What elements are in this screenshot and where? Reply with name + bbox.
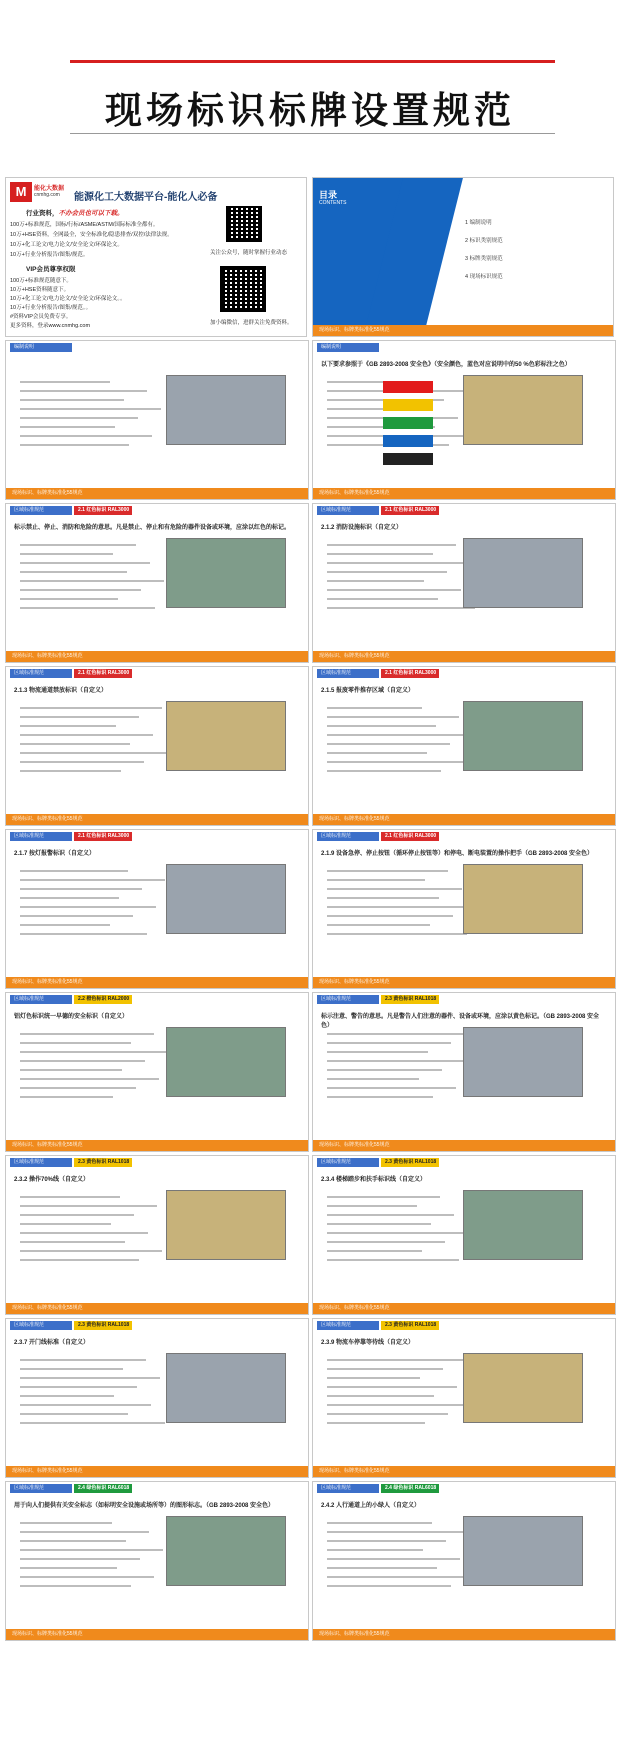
toc-slide: [312, 177, 614, 337]
slide-thumbnail[interactable]: [5, 503, 309, 663]
text-line: [20, 1259, 139, 1261]
text-line: [327, 1576, 474, 1578]
text-line: [327, 1078, 419, 1080]
slide-category-tag: 2.1 红色标识 RAL3000: [74, 669, 132, 678]
toc-subtitle: CONTENTS: [319, 200, 347, 206]
slide-heading: 以下要求参照于《GB 2893-2008 安全色》（安全颜色，蓝色对应说明中的50 %色彩标注之色）: [321, 362, 571, 368]
text-line: [327, 1558, 460, 1560]
promo-section1-title: [26, 208, 124, 217]
text-line: [20, 1087, 136, 1089]
text-line: [327, 1531, 469, 1533]
text-line: [20, 870, 128, 872]
slide-category-tag: 2.1 红色标识 RAL3000: [74, 506, 132, 515]
slide-heading: 2.3.7 开门线标准（自定义）: [14, 1340, 90, 1346]
text-line: [327, 1060, 465, 1062]
text-line: [20, 408, 161, 410]
promo-section2-title: VIP会员尊享权限: [26, 266, 76, 273]
document-header: [0, 0, 620, 175]
text-line: [327, 589, 461, 591]
slide-category-tag: 2.1 红色标识 RAL3000: [74, 832, 132, 841]
toc-item[interactable]: 2 标识类别规范: [465, 238, 503, 244]
qr-note-2: 加小编微信，进群关注免费资料。: [210, 320, 293, 326]
slide-thumbnail[interactable]: [5, 1481, 309, 1641]
text-line: [20, 761, 144, 763]
slide-section-tag: 编制说明: [10, 343, 72, 352]
section1-label: 行业资料，: [26, 210, 59, 217]
slide-section-tag: 区域标准规范: [10, 669, 72, 678]
text-line: [20, 1413, 128, 1415]
text-line: [20, 1078, 159, 1080]
text-line: [327, 607, 475, 609]
slide-thumbnail[interactable]: [5, 1318, 309, 1478]
text-line: [327, 1241, 445, 1243]
slide-thumbnail[interactable]: [5, 829, 309, 989]
text-line: [327, 1404, 471, 1406]
slide-footer: 现场标识、标牌类标准化55规范: [313, 488, 615, 499]
text-line: [20, 1051, 168, 1053]
slide-category-tag: 2.1 红色标识 RAL3000: [381, 506, 439, 515]
text-line: [327, 933, 467, 935]
slide-section-tag: 区域标准规范: [317, 995, 379, 1004]
text-line: [327, 1549, 423, 1551]
slide-photo: [463, 538, 583, 608]
slide-footer: 现场标识、标牌类标准化55规范: [6, 1140, 308, 1151]
slide-section-tag: 区域标准规范: [317, 832, 379, 841]
slide-photo: [166, 1027, 286, 1097]
slide-heading: 2.1.3 物流通道禁放标识（自定义）: [14, 688, 108, 694]
text-line: [327, 770, 441, 772]
text-line: [327, 906, 476, 908]
slide-photo: [463, 1353, 583, 1423]
text-line: [20, 580, 164, 582]
text-line: [327, 562, 470, 564]
slide-thumbnail[interactable]: [312, 503, 616, 663]
text-line: [20, 1395, 114, 1397]
slide-section-tag: 区域标准规范: [317, 1484, 379, 1493]
text-line: [20, 435, 152, 437]
text-line: [20, 915, 133, 917]
text-line: [20, 417, 138, 419]
text-line: [20, 399, 124, 401]
slide-photo: [166, 538, 286, 608]
text-line: [327, 1422, 425, 1424]
slide-footer: 现场标识、标牌类标准化55规范: [313, 651, 615, 662]
text-line: [327, 1033, 474, 1035]
text-line: [20, 1377, 160, 1379]
slide-thumbnail[interactable]: [312, 1318, 616, 1478]
qr-code-wechat-official: [226, 206, 262, 242]
text-line: [20, 1214, 134, 1216]
slide-footer: 现场标识、标牌类标准化55规范: [313, 1466, 615, 1477]
text-line: [327, 1386, 457, 1388]
slide-section-tag: 区域标准规范: [10, 506, 72, 515]
text-line: [20, 390, 147, 392]
text-line: [327, 1259, 459, 1261]
slide-heading: 铝灯色标识统一早德的安全标识（自定义）: [14, 1014, 129, 1020]
text-line: [20, 1404, 151, 1406]
color-swatch: [383, 399, 433, 411]
slide-photo: [463, 375, 583, 445]
slide-category-tag: [74, 343, 132, 352]
text-line: [327, 752, 427, 754]
text-line: [20, 589, 141, 591]
slide-heading: 2.1.5 报废零件推存区域（自定义）: [321, 688, 415, 694]
slide-photo: [166, 375, 286, 445]
slide-photo: [166, 864, 286, 934]
header-red-rule: [70, 60, 555, 63]
text-line: [20, 1069, 122, 1071]
text-line: [327, 725, 436, 727]
text-line: [20, 1033, 154, 1035]
slide-photo: [463, 1516, 583, 1586]
qr-note-1: 关注公众号，随时掌握行业动态: [210, 250, 288, 256]
promo-title: 能源化工大数据平台-能化人必备: [74, 192, 218, 203]
slide-category-tag: 2.1 红色标识 RAL3000: [381, 832, 439, 841]
slide-section-tag: 区域标准规范: [317, 506, 379, 515]
toc-item[interactable]: 4 现场标识规范: [465, 274, 503, 280]
slide-footer: 现场标识、标牌类标准化55规范: [6, 1629, 308, 1640]
text-line: [327, 1087, 456, 1089]
text-line: [327, 761, 464, 763]
text-line: [327, 1567, 437, 1569]
promo-item: 10万+HSE资料，全网最全，安全标准化/隐患排查/双控/法律法规。: [10, 232, 173, 238]
slide-photo: [463, 1190, 583, 1260]
text-line: [20, 544, 136, 546]
slide-category-tag: 2.3 黄色标识 RAL1018: [74, 1158, 132, 1167]
slide-thumbnail[interactable]: [312, 829, 616, 989]
slide-section-tag: 编制说明: [317, 343, 379, 352]
brand-logo: [10, 182, 70, 206]
text-line: [327, 1196, 440, 1198]
text-line: [20, 1522, 112, 1524]
toc-footer: 现场标识、标牌类标准化55规范: [313, 325, 613, 336]
brand-name: 能化大数据: [34, 186, 65, 192]
slide-photo: [463, 701, 583, 771]
text-line: [20, 906, 156, 908]
slide-section-tag: 区域标准规范: [317, 1158, 379, 1167]
text-line: [20, 1060, 145, 1062]
text-line: [327, 1540, 446, 1542]
toc-item[interactable]: 3 标牌类别规范: [465, 256, 503, 262]
text-line: [20, 1042, 131, 1044]
slide-photo: [463, 864, 583, 934]
vip-item: 100万+标准规范随意下。: [10, 278, 72, 284]
text-line: [327, 1214, 454, 1216]
slide-heading: 2.3.9 物流车停靠等待线（自定义）: [321, 1340, 415, 1346]
slide-photo: [166, 701, 286, 771]
text-line: [20, 1558, 140, 1560]
header-divider: [70, 133, 555, 134]
slide-category-tag: 2.4 绿色标识 RAL6018: [74, 1484, 132, 1493]
text-line: [20, 707, 162, 709]
slide-category-tag: [381, 343, 439, 352]
text-line: [20, 933, 147, 935]
section1-highlight: 不办会员也可以下载。: [58, 210, 124, 217]
slide-category-tag: 2.3 黄色标识 RAL1018: [74, 1321, 132, 1330]
slide-section-tag: 区域标准规范: [10, 832, 72, 841]
vip-link[interactable]: 更多资料，登录www.cnmhg.com: [10, 323, 91, 329]
slide-photo: [166, 1516, 286, 1586]
slide-photo: [166, 1190, 286, 1260]
text-line: [20, 1359, 146, 1361]
text-line: [327, 1377, 420, 1379]
slide-footer: 现场标识、标牌类标准化55规范: [6, 1466, 308, 1477]
slide-category-tag: 2.1 红色标识 RAL3000: [381, 669, 439, 678]
text-line: [20, 752, 167, 754]
text-line: [327, 1069, 442, 1071]
text-line: [20, 1232, 148, 1234]
text-line: [327, 915, 453, 917]
text-line: [327, 888, 462, 890]
promo-item: 100万+标准规范，国标/行标/ASME/ASTM/国际标准全都有。: [10, 222, 159, 228]
slide-thumbnail[interactable]: [312, 340, 616, 500]
vip-item: 10万+化工论文/电力论文/安全论文/环保论文。。: [10, 296, 126, 302]
slide-category-tag: 2.3 黄色标识 RAL1018: [381, 995, 439, 1004]
slide-section-tag: 区域标准规范: [10, 1321, 72, 1330]
text-line: [20, 1386, 137, 1388]
promo-slide: [5, 177, 307, 337]
text-line: [327, 544, 456, 546]
color-swatch: [383, 435, 433, 447]
slide-footer: 现场标识、标牌类标准化55规范: [6, 977, 308, 988]
slide-section-tag: 区域标准规范: [10, 1158, 72, 1167]
text-line: [20, 553, 113, 555]
color-swatch: [383, 417, 433, 429]
slide-footer: 现场标识、标牌类标准化55规范: [313, 1140, 615, 1151]
toc-title: 目录: [319, 190, 338, 200]
slide-photo: [166, 1353, 286, 1423]
text-line: [20, 1585, 131, 1587]
text-line: [20, 1096, 113, 1098]
text-line: [327, 1232, 468, 1234]
vip-item: 10万+行业分析报告/图集/规范。。: [10, 305, 92, 311]
text-line: [20, 1223, 111, 1225]
text-line: [327, 734, 473, 736]
brand-domain: cnmhg.com: [34, 192, 60, 198]
slide-photo: [463, 1027, 583, 1097]
text-line: [327, 1042, 451, 1044]
slide-section-tag: 区域标准规范: [10, 1484, 72, 1493]
text-line: [327, 879, 425, 881]
text-line: [20, 888, 142, 890]
text-line: [20, 1540, 126, 1542]
slide-thumbnail[interactable]: [5, 1155, 309, 1315]
text-line: [20, 1567, 117, 1569]
slide-footer: 现场标识、标牌类标准化55规范: [313, 977, 615, 988]
text-line: [20, 598, 118, 600]
text-line: [20, 607, 155, 609]
text-line: [327, 1395, 434, 1397]
page-title: 现场标识标牌设置规范: [105, 89, 515, 132]
text-line: [327, 1250, 422, 1252]
slide-category-tag: 2.3 黄色标识 RAL1018: [381, 1158, 439, 1167]
slide-footer: 现场标识、标牌类标准化55规范: [6, 1303, 308, 1314]
promo-item: 10万+化工论文/电力论文/安全论文/环保论文。: [10, 242, 123, 248]
slide-thumbnail[interactable]: [312, 666, 616, 826]
text-line: [327, 870, 448, 872]
text-line: [20, 1422, 165, 1424]
slide-heading: 2.1.7 按灯报警标识（自定义）: [14, 851, 96, 857]
text-line: [327, 1413, 448, 1415]
text-line: [20, 743, 130, 745]
text-line: [20, 1549, 163, 1551]
text-line: [20, 770, 121, 772]
slide-heading: 标示禁止、停止、消防和危险的意思。凡是禁止、停止和有危险的器件设备或环境，应涂以红色的标记。: [14, 525, 291, 531]
text-line: [327, 743, 450, 745]
slide-section-tag: 区域标准规范: [10, 995, 72, 1004]
text-line: [327, 1522, 432, 1524]
slide-section-tag: 区域标准规范: [317, 669, 379, 678]
slide-heading: 2.1.2 消防设施标识（自定义）: [321, 525, 403, 531]
slide-thumbnail[interactable]: [5, 340, 309, 500]
text-line: [327, 716, 459, 718]
text-line: [20, 1250, 162, 1252]
text-line: [327, 924, 430, 926]
toc-item[interactable]: 1 编制说明: [465, 220, 492, 226]
slide-footer: 现场标识、标牌类标准化55规范: [6, 814, 308, 825]
qr-code-editor-wechat: [220, 266, 266, 312]
slide-heading: 2.3.2 操作70%线（自定义）: [14, 1177, 90, 1183]
text-line: [20, 571, 127, 573]
slide-thumbnail[interactable]: [5, 666, 309, 826]
text-line: [20, 381, 110, 383]
text-line: [20, 716, 139, 718]
vip-item: 10万+HSE资料随意下。: [10, 287, 70, 293]
slide-thumbnail[interactable]: [312, 1481, 616, 1641]
text-line: [327, 598, 438, 600]
slide-footer: 现场标识、标牌类标准化55规范: [313, 814, 615, 825]
slide-heading: 2.4.2 人行通道上的小绿人（自定义）: [321, 1503, 421, 1509]
vip-item: #资料VIP会员免费专享。: [10, 314, 72, 320]
text-line: [327, 1368, 443, 1370]
slide-category-tag: 2.3 黄色标识 RAL1018: [381, 1321, 439, 1330]
slide-category-tag: 2.4 绿色标识 RAL6018: [381, 1484, 439, 1493]
promo-item: 10万+行业分析报告/图集/规范。: [10, 252, 89, 258]
text-line: [20, 734, 153, 736]
color-swatch: [383, 453, 433, 465]
text-line: [327, 707, 422, 709]
text-line: [20, 1196, 120, 1198]
slide-heading: 2.3.4 楼梯踏步和扶手标识线（自定义）: [321, 1177, 427, 1183]
text-line: [20, 1205, 157, 1207]
text-line: [20, 1368, 123, 1370]
slide-section-tag: 区域标准规范: [317, 1321, 379, 1330]
slide-category-tag: 2.2 橙色标识 RAL2000: [74, 995, 132, 1004]
text-line: [327, 553, 433, 555]
text-line: [20, 924, 110, 926]
text-line: [20, 1576, 154, 1578]
slide-heading: 2.1.9 设备急停、停止按钮（循环停止按钮等）和停电、断电装置的操作把手（GB 2893-2008 安全色）: [321, 851, 594, 857]
slide-thumbnail[interactable]: [5, 992, 309, 1152]
text-line: [327, 1359, 466, 1361]
text-line: [20, 897, 119, 899]
text-line: [327, 1223, 431, 1225]
color-swatch: [383, 381, 433, 393]
text-line: [20, 879, 165, 881]
text-line: [327, 897, 439, 899]
text-line: [327, 1051, 428, 1053]
text-line: [327, 580, 424, 582]
text-line: [327, 1585, 451, 1587]
slide-thumbnail[interactable]: [312, 1155, 616, 1315]
text-line: [20, 426, 115, 428]
text-line: [327, 571, 447, 573]
text-line: [327, 1205, 417, 1207]
text-line: [20, 1531, 149, 1533]
text-line: [20, 562, 150, 564]
slide-footer: 现场标识、标牌类标准化55规范: [6, 651, 308, 662]
slide-footer: 现场标识、标牌类标准化55规范: [313, 1303, 615, 1314]
text-line: [20, 725, 116, 727]
text-line: [20, 444, 129, 446]
slide-thumbnail[interactable]: [312, 992, 616, 1152]
text-line: [327, 1096, 433, 1098]
slide-footer: 现场标识、标牌类标准化55规范: [313, 1629, 615, 1640]
slide-footer: 现场标识、标牌类标准化55规范: [6, 488, 308, 499]
logo-mark-icon: M: [10, 182, 32, 202]
slide-heading: 标示注意、警告的意思。凡是警告人们注意的器件、设备或环境，应涂以黄色标记。（GB 2893-2008 安全色）: [321, 1014, 600, 1029]
slide-heading: 用于向人们提供有关安全标志（如标明安全设施或场所等）的图形标志。（GB 2893-2008 安全色）: [14, 1503, 275, 1509]
text-line: [20, 1241, 125, 1243]
